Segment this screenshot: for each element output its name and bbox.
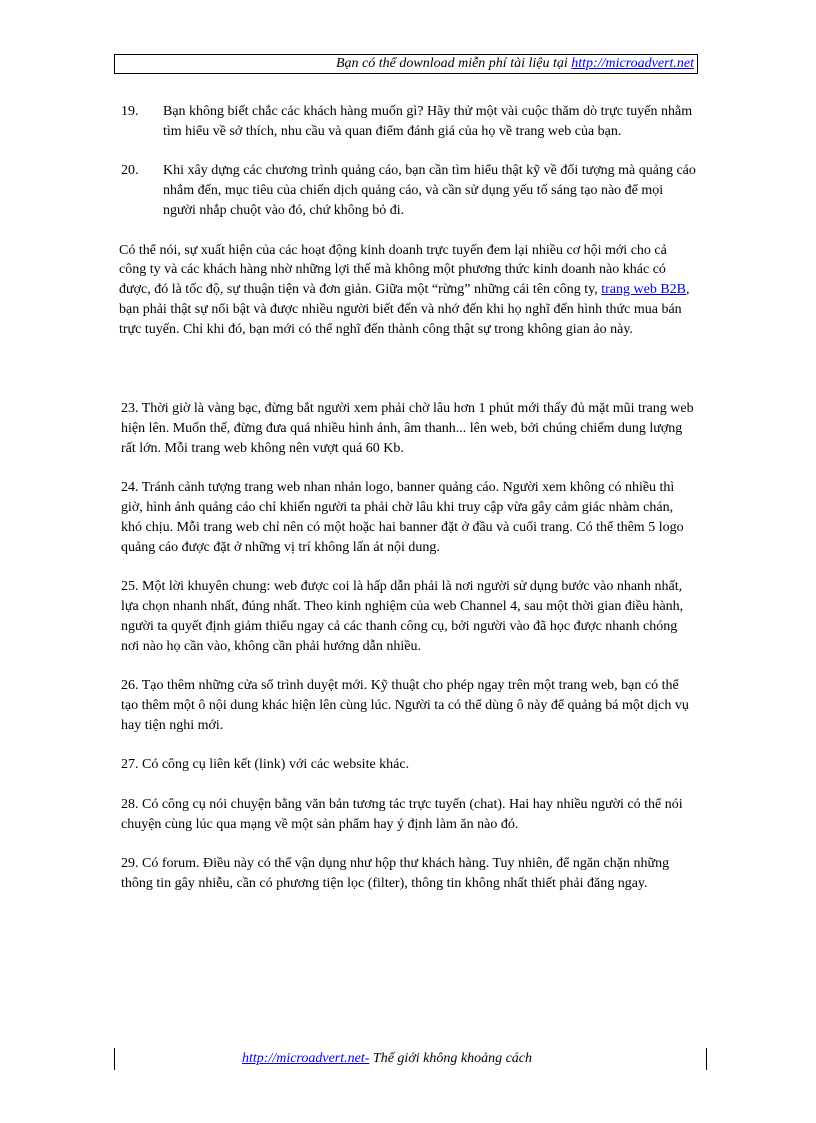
paragraph-25: 25. Một lời khuyên chung: web được coi là hấp dẫn phải là nơi người sử dụng bước vào nhanh nhất, lựa chọn nhanh nhất, đúng nhất. Theo kinh nghiệm của web Channel 4, sau một thời gian điều hành, người ta quyết định giảm thiểu ngay cả các thanh công cụ, bởi người vào đã học được nhanh chóng nơi nào họ cần vào, không cần phải hướng dẫn nhiều.: [121, 579, 684, 654]
footer-suffix: Thế giới không khoảng cách: [369, 1051, 533, 1066]
item-number: 20.: [121, 163, 139, 179]
footer-link[interactable]: http://microadvert.net-: [242, 1051, 370, 1066]
item-number: 19.: [121, 104, 139, 119]
item-text: Khi xây dựng các chương trình quảng cáo, bạn cần tìm hiểu thật kỹ về đối tượng mà quảng cáo nhắm đến, mục tiêu của chiến dịch quảng cáo, và cần sử dụng yếu tố sáng tạo nào để mọi người nhắp chuột vào đó, chứ không bỏ đi.: [163, 163, 696, 218]
header-prefix: Bạn có thể download miễn phí tài liệu tại: [336, 56, 572, 71]
intro-text-2: , bạn phải thật sự nổi bật và được nhiều người biết đến và nhớ đến khi họ nghĩ đến hình thức mua bán trực tuyến. Chỉ khi đó, bạn mới có thể nghĩ đến thành công thật sự trong không gian ảo này.: [119, 282, 690, 337]
footer-border-left: [114, 1048, 115, 1070]
intro-text-1: Có thể nói, sự xuất hiện của các hoạt động kinh doanh trực tuyến đem lại nhiều cơ hội mới cho cả công ty và các khách hàng nhờ những lợi thế mà không một phương thức kinh doanh nào khác có được, đó là tốc độ, sự thuận tiện và đơn giản. Giữa một “rừng” những cái tên công ty,: [119, 242, 667, 298]
footer-border-right: [706, 1048, 707, 1070]
page-footer: [114, 1048, 707, 1070]
item-text: Bạn không biết chắc các khách hàng muốn gì? Hãy thử một vài cuộc thăm dò trực tuyến nhằm tìm hiểu về sở thích, nhu cầu và quan điểm đánh giá của họ về trang web của bạn.: [163, 104, 693, 139]
intro-paragraph: [119, 241, 696, 340]
list-item-20: [121, 161, 696, 220]
document-body: [121, 102, 696, 894]
b2b-link[interactable]: trang web B2B: [601, 282, 686, 298]
paragraph-28: 28. Có công cụ nói chuyện bằng văn bản tương tác trực tuyến (chat). Hai hay nhiều người có thể nói chuyện cùng lúc qua mạng về một sản phẩm hay ý định làm ăn nào đó.: [121, 796, 683, 832]
list-item-19: [121, 102, 696, 142]
header-text: [336, 56, 694, 72]
paragraph-29: 29. Có forum. Điều này có thể vận dụng như hộp thư khách hàng. Tuy nhiên, để ngăn chặn những thông tin gây nhiễu, cần có phương tiện lọc (filter), thông tin không nhất thiết phải đăng ngay.: [121, 856, 670, 892]
footer-text: [242, 1051, 532, 1067]
page-header: [114, 54, 698, 74]
paragraph-24: 24. Tránh cảnh tượng trang web nhan nhản logo, banner quảng cáo. Người xem không có nhiều thì giờ, hình ảnh quảng cáo chỉ khiến người ta phải chờ lâu khi truy cập vừa gây cảm giác nhàm chán, khó chịu. Mỗi trang web chỉ nên có một hoặc hai banner đặt ở đầu và cuối trang. Có thể thêm 5 logo quảng cáo được đặt ở những vị trí không lấn át nội dung.: [121, 480, 684, 555]
paragraph-27: 27. Có công cụ liên kết (link) với các website khác.: [121, 757, 410, 773]
paragraph-26: 26. Tạo thêm những cửa sổ trình duyệt mới. Kỹ thuật cho phép ngay trên một trang web, bạn có thể tạo thêm một ô nội dung khác hiện lên cùng lúc. Người ta có thể dùng ô này để quảng bá một dịch vụ hay tiện nghi mới.: [121, 678, 689, 733]
header-link[interactable]: http://microadvert.net: [571, 56, 694, 71]
paragraph-23: 23. Thời giờ là vàng bạc, đừng bắt người xem phải chờ lâu hơn 1 phút mới thấy đủ mặt mũi trang web hiện lên. Muốn thế, đừng đưa quá nhiều hình ảnh, âm thanh... lên web, bởi chúng chiếm dung lượng rất lớn. Mỗi trang web không nên vượt quá 60 Kb.: [121, 400, 694, 456]
